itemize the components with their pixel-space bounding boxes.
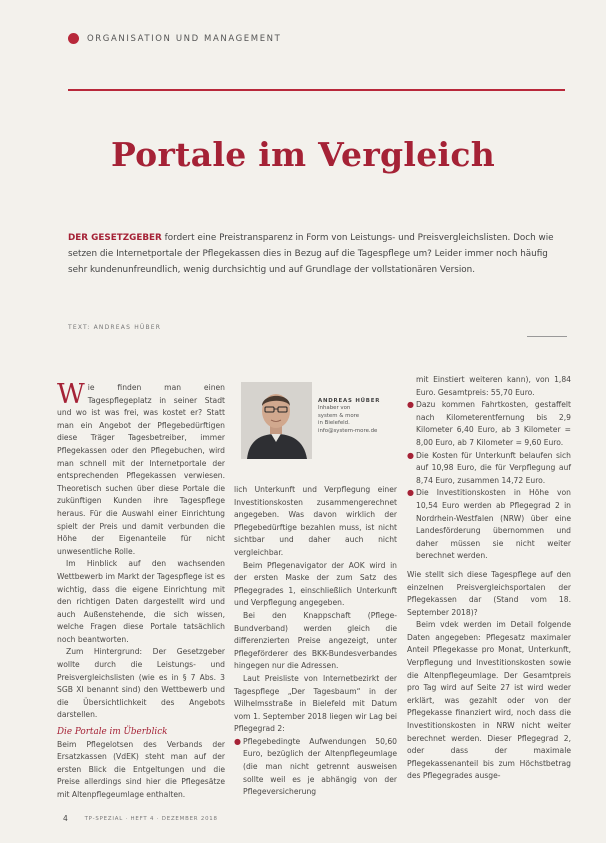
paragraph: Beim Pflegelotsen des Verbands der Ersatzkassen (VdEK) steht man auf der ersten Blick die Entgeltungen und die Preise allerdings sind hier die Pflegesätze mit Altenpflegeumlage enthalten. xyxy=(57,739,225,799)
column-2 xyxy=(234,484,397,799)
bullet-item xyxy=(407,487,571,563)
lead-text: fordert eine Preistransparenz in Form von Leistungs- und Preisvergleichslisten. Doch wie setzen die Internetportale der Pflegekassen dies in Bezug auf die Tagespflege um? Leider immer noch häufig sehr kundenunfreundlich, wenig durchsichtig und auf Grundlage der vollstationären Version. xyxy=(68,233,554,275)
section-label: ORGANISATION UND MANAGEMENT xyxy=(87,33,282,44)
bullet-icon: ● xyxy=(407,488,414,498)
paragraph: Beim vdek werden im Detail folgende Daten angegeben: Pflegesatz maximaler Anteil Pflegekasse pro Monat, Unterkunft, Verpflegung und Investitionskosten sowie die Altenpflegeumlage. Der Gesamtpreis pro Tag wird auf Seite 27 ist wird weder erklärt, was gezahlt oder von der Pflegekasse finanziert wird, noch dass die Investitionskosten in NRW nicht weiter berechnet werden. Dieser Pflegegrad 2, oder dass der maximale Pflegekassenanteil bis zum Höchstbetrag des Pflegegrades ausge- xyxy=(407,620,571,781)
paragraph: Im Hinblick auf den wachsenden Wettbewerb im Markt der Tagespflege ist es wichtig, dass die eigene Einrichtung mit den richtigen Daten dargestellt wird und auch Außenstehende, die sich wissen, welche Fragen diese Portale tatsächlich noch beantworten. xyxy=(57,559,225,644)
lead-strong: DER GESETZGEBER xyxy=(68,233,162,243)
bullet-icon: ● xyxy=(407,450,414,460)
bullet-item xyxy=(407,399,571,449)
author-photo xyxy=(241,382,312,459)
section-header xyxy=(68,33,281,44)
author-portrait-icon xyxy=(241,382,312,459)
bullet-text: Die Kosten für Unterkunft belaufen sich auf 10,98 Euro, die für Verpflegung auf 8,74 Euro, zusammen 14,72 Euro. xyxy=(416,450,571,485)
paragraph xyxy=(57,379,225,558)
bullet-item xyxy=(407,450,571,488)
paragraph: Laut Preisliste von Internetbezirkt der Tagespflege „Der Tagesbaum“ in der Wilhelmsstraße in Bielefeld mit Datum vom 1. September 2018 liegen wir Lag bei Pflegegrad 2: xyxy=(234,673,397,734)
header-rule xyxy=(68,89,565,91)
byline-rule xyxy=(527,336,567,337)
article-lead xyxy=(68,230,568,278)
bullet-icon: ● xyxy=(234,736,241,746)
author-email: info@system-more.de xyxy=(318,427,378,434)
bullet-text: Dazu kommen Fahrtkosten, gestaffelt nach Kilometerentfernung bis 2,9 Kilometer 6,40 Euro, ab 3 Kilometer = 8,00 Euro, ab 7 Kilometer = 9,60 Euro. xyxy=(416,400,571,447)
drop-cap: W xyxy=(57,379,85,410)
bullet-icon: ● xyxy=(407,400,414,410)
column-3 xyxy=(407,374,571,783)
paragraph: Zum Hintergrund: Der Gesetzgeber wollte durch die Leistungs- und Preisvergleichslisten (wie es in § 7 Abs. 3 SGB XI benannt sind) den Wettbewerb und die Übersichtlichkeit des Angebots darstellen. xyxy=(57,647,225,720)
author-info xyxy=(318,398,398,435)
subheading: Die Portale im Überblick xyxy=(57,727,168,738)
paragraph: Wie stellt sich diese Tagespflege auf den einzelnen Preisvergleichsportalen der Pflegekassen dar (Stand vom 18. September 2018)? xyxy=(407,569,571,617)
page-number: 4 xyxy=(63,814,69,823)
byline: TEXT: ANDREAS HÜBER xyxy=(68,324,162,331)
paragraph: lich Unterkunft und Verpflegung einer Investitionskosten zusammengerechnet angegeben. Was davon wirklich der Pflegebedürftige bezahlen muss, ist nicht sichtbar und daher auch nicht vergleichbar. xyxy=(234,485,397,557)
bullet-text: Pflegebedingte Aufwendungen 50,60 Euro, bezüglich der Altenpflegeumlage (die man nicht getrennt ausweisen sollte weil es je abhängig von der Pflegeversicherung xyxy=(243,736,397,797)
paragraph: Beim Pflegenavigator der AOK wird in der ersten Maske der zum Satz des Pflegegrades 1, einschließlich Unterkunft und Verpflegung angegeben. xyxy=(234,560,397,608)
author-role-line: system & more xyxy=(318,412,360,419)
bullet-text: Die Investitionskosten in Höhe von 10,54 Euro werden ab Pflegegrad 2 in Nordrhein-Westfalen (NRW) über eine Landesförderung übernommen und daher müssen sie nicht weiter berechnet werden. xyxy=(416,488,571,561)
author-role-line: Inhaber von xyxy=(318,405,351,412)
paragraph: Bei den Knappschaft (Pflege-Bundverband) werden gleich die differenzierten Preise angezeigt, unter Pflegeförderer des BKK-Bundesverbandes hingegen nur die Adressen. xyxy=(234,610,397,671)
section-bullet-icon xyxy=(68,33,79,44)
author-name: ANDREAS HÜBER xyxy=(318,398,381,404)
page-footer xyxy=(63,814,218,823)
bullet-item xyxy=(234,736,397,799)
paragraph: mit Einstiert weiteren kann), von 1,84 Euro. Gesamtpreis: 55,70 Euro. xyxy=(416,375,571,397)
author-role-line: in Bielefeld. xyxy=(318,420,350,427)
column-1 xyxy=(57,379,225,802)
article-title: Portale im Vergleich xyxy=(110,135,496,174)
paragraph-text: ie finden man einen Tagespflegeplatz in seiner Stadt und wo ist was frei, was kostet er? Statt man ein Angebot der Pflegebedürftigen diese Träger Tagesbetreiber, immer Pflegekassen oder den Pflegebuchen, wird man schnell mit der Internetportale der entsprechenden Pflegekassen verwiesen. Theoretisch suchen über diese Portale die zukünftigen Kunden ihre Tagespflege heraus. Für die Auswahl einer Einrichtung spielt der Preis und damit verbunden die Höhe der Eigenanteile für nicht unwesentliche Rolle. xyxy=(57,383,225,556)
footer-text: TP-SPEZIAL · HEFT 4 · DEZEMBER 2018 xyxy=(84,815,218,822)
